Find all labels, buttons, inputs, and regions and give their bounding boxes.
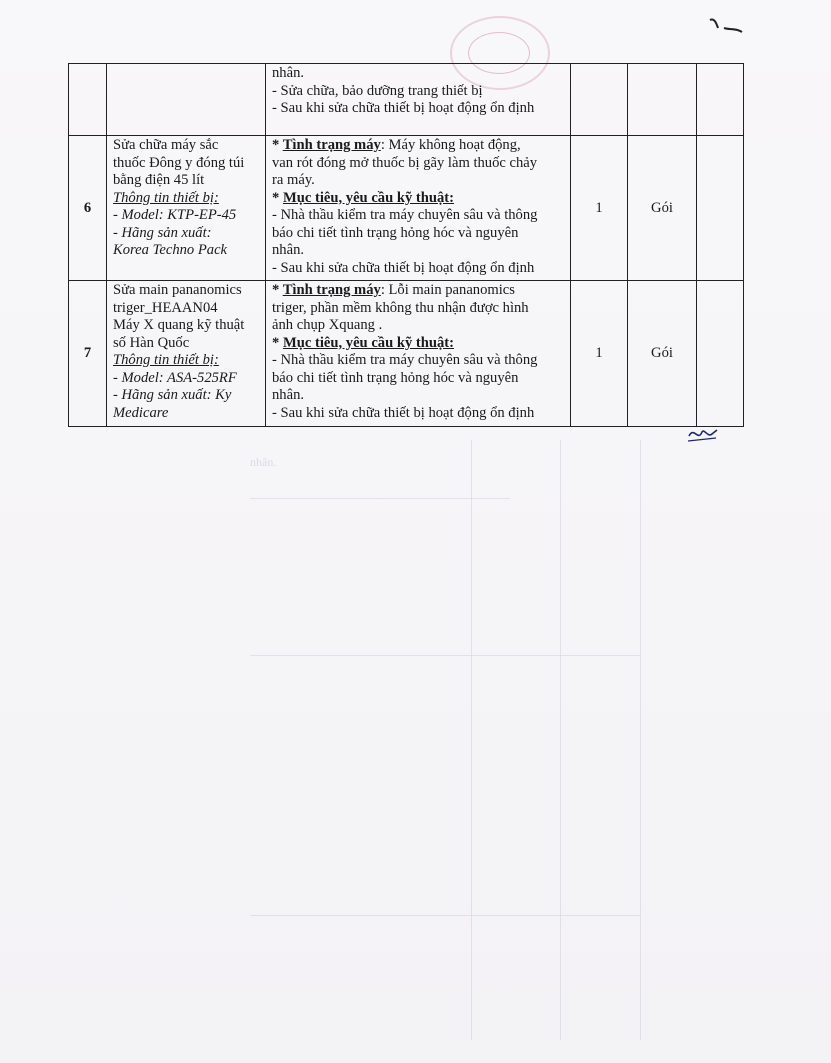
item-name-cell: [107, 136, 266, 281]
quantity-cell: [571, 64, 628, 136]
quantity-cell: 1: [571, 281, 628, 427]
blank-cell: [697, 136, 744, 281]
device-info-heading: Thông tin thiết bị:: [113, 189, 219, 206]
item-description-cell: [266, 64, 571, 136]
requirement-heading-prefix: *: [272, 189, 283, 206]
status-text: ra máy.: [272, 172, 315, 188]
device-manufacturer: Medicare: [113, 404, 169, 421]
requirement-heading-prefix: *: [272, 334, 283, 351]
row-number-cell: 7: [69, 281, 107, 427]
table-row: [69, 281, 744, 427]
unit-cell: Gói: [628, 281, 697, 427]
table-row: [69, 64, 744, 136]
name-line: Máy X quang kỹ thuật: [113, 317, 245, 333]
reverse-bleed-text-1: nhân.: [250, 455, 277, 469]
requirement-text: - Sau khi sửa chữa thiết bị hoạt động ổn định: [272, 404, 535, 421]
desc-line: - Sau khi sửa chữa thiết bị hoạt động ổn định: [272, 100, 535, 116]
device-model: - Model: KTP-EP-45: [113, 207, 237, 223]
reverse-bleed-rule-4: [640, 440, 641, 1040]
desc-line: - Sửa chữa, bảo dưỡng trang thiết bị: [272, 82, 483, 99]
unit-cell: Gói: [628, 136, 697, 281]
reverse-bleed-rule-2: [471, 440, 472, 1040]
requirement-heading: Mục tiêu, yêu cầu kỹ thuật:: [282, 334, 455, 351]
requirement-text: - Sau khi sửa chữa thiết bị hoạt động ổn định: [272, 259, 535, 276]
quantity-cell: 1: [571, 136, 628, 281]
requirement-text: nhân.: [272, 387, 305, 403]
desc-line: nhân.: [272, 65, 305, 81]
reverse-bleed-rule-6: [250, 915, 640, 916]
name-line: Sửa chữa máy sắc: [113, 137, 219, 153]
row-number-cell: [69, 64, 107, 136]
row-number-cell: 6: [69, 136, 107, 281]
status-text: : Máy không hoạt động,: [380, 137, 521, 153]
item-description-cell: [266, 136, 571, 281]
status-heading-prefix: *: [272, 282, 283, 298]
blank-cell: [697, 64, 744, 136]
item-description-cell: [266, 281, 571, 427]
handwritten-corner-mark: [706, 14, 746, 36]
name-line: Sửa main pananomics: [113, 282, 242, 298]
requirement-text: - Nhà thầu kiểm tra máy chuyên sâu và thông: [272, 352, 538, 368]
name-line: triger_HEAAN04: [113, 299, 218, 316]
status-heading: Tình trạng máy: [282, 282, 381, 298]
requirement-text: nhân.: [272, 242, 305, 258]
device-manufacturer: Korea Techno Pack: [113, 242, 228, 258]
name-line: thuốc Đông y đóng túi: [113, 154, 245, 171]
device-manufacturer: - Hãng sản xuất: Ky: [113, 387, 232, 403]
status-heading-prefix: *: [272, 137, 283, 153]
handwritten-initials: [686, 424, 720, 444]
status-text: ảnh chụp Xquang .: [272, 317, 383, 333]
table-row: [69, 136, 744, 281]
status-heading: Tình trạng máy: [282, 137, 381, 153]
reverse-bleed-rule-3: [560, 440, 561, 1040]
name-line: bằng điện 45 lít: [113, 172, 205, 188]
blank-cell: [697, 281, 744, 427]
procurement-item-table: [68, 63, 744, 427]
device-info-heading: Thông tin thiết bị:: [113, 352, 219, 368]
status-text: triger, phần mềm không thu nhận được hình: [272, 299, 529, 316]
requirement-text: - Nhà thầu kiểm tra máy chuyên sâu và thông: [272, 207, 538, 223]
device-manufacturer: - Hãng sản xuất:: [113, 224, 212, 241]
requirement-text: báo chi tiết tình trạng hỏng hóc và nguyên: [272, 369, 519, 386]
status-text: van rót đóng mở thuốc bị gãy làm thuốc chảy: [272, 154, 538, 171]
name-line: số Hàn Quốc: [113, 334, 190, 351]
item-name-cell: [107, 64, 266, 136]
device-model: - Model: ASA-525RF: [113, 369, 237, 386]
requirement-text: báo chi tiết tình trạng hỏng hóc và nguyên: [272, 224, 519, 241]
requirement-heading: Mục tiêu, yêu cầu kỹ thuật:: [282, 189, 455, 206]
item-name-cell: [107, 281, 266, 427]
unit-cell: [628, 64, 697, 136]
reverse-bleed-rule-5: [250, 655, 640, 656]
status-text: : Lỗi main pananomics: [380, 282, 515, 298]
